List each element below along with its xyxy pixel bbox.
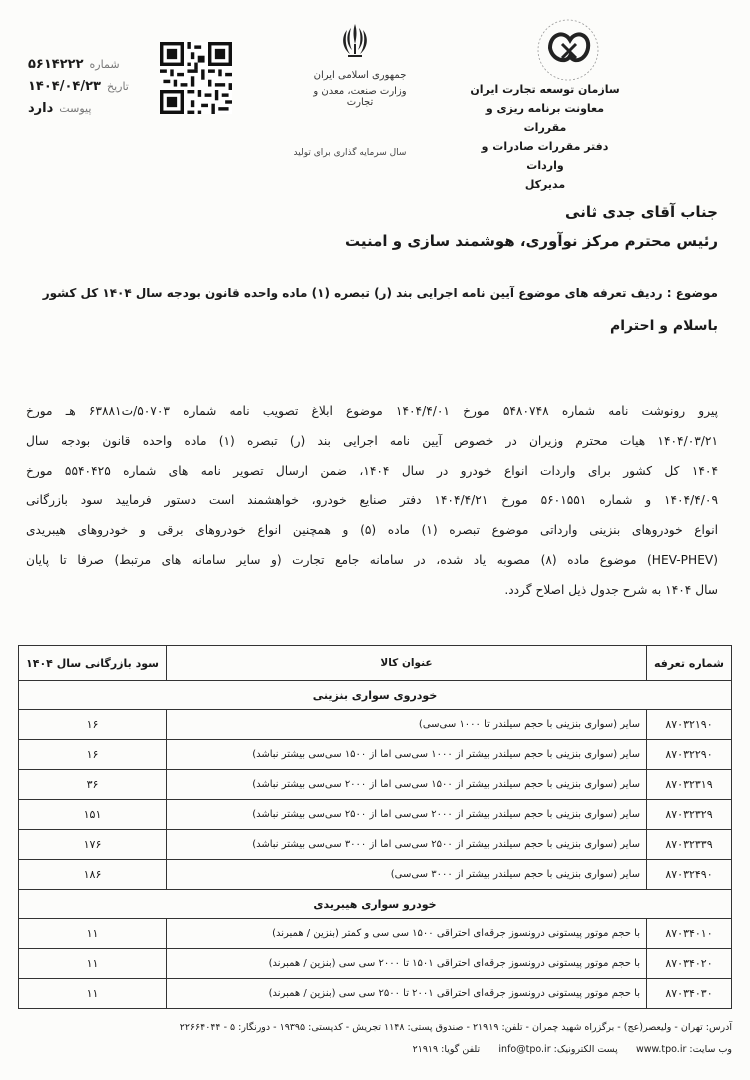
- commercial-profit: ۱۱: [19, 919, 167, 949]
- goods-title: سایر (سواری بنزینی با حجم سیلندر بیشتر از ۳۰۰۰ سی‌سی): [167, 860, 647, 890]
- greeting: باسلام و احترام: [610, 318, 718, 334]
- letter-date-label: تاریخ: [106, 80, 129, 93]
- addressee-name: جناب آقای جدی ثانی: [565, 203, 718, 221]
- office-name: دفتر مقررات صادرات و واردات: [481, 140, 609, 172]
- commercial-profit: ۱۷۶: [19, 830, 167, 860]
- tariff-code: ۸۷۰۳۲۱۹۰: [647, 710, 732, 740]
- table-row: [19, 800, 732, 830]
- letter-meta: [28, 54, 138, 120]
- letter-body: [26, 397, 718, 606]
- footer-contacts: [20, 1044, 732, 1055]
- commercial-profit: ۱۱: [19, 949, 167, 979]
- ministry-name: وزارت صنعت، معدن و تجارت: [313, 86, 407, 108]
- body-line: سال ۱۴۰۴ به شرح جدول ذیل اصلاح گردد.: [504, 582, 718, 597]
- goods-title: با حجم موتور پیستونی درونسوز جرقه‌ای احتراقی ۱۵۰۰ سی سی و کمتر (بنزین / همبرند): [167, 919, 647, 949]
- website-link[interactable]: www.tpo.ir: [635, 1044, 687, 1055]
- letter-number-label: شماره: [89, 58, 120, 71]
- column-header-profit: سود بازرگانی سال ۱۴۰۴: [19, 646, 167, 681]
- goods-title: سایر (سواری بنزینی با حجم سیلندر بیشتر از ۲۰۰۰ سی‌سی اما از ۲۵۰۰ سی‌سی بیشتر نباشد): [167, 800, 647, 830]
- letter-subject: موضوع : ردیف تعرفه های موضوع آیین نامه اجرایی بند (ر) تبصره (۱) ماده واحده قانون بودجه سال ۱۴۰۴ کل کشور: [42, 286, 718, 300]
- tariff-code: ۸۷۰۳۲۲۹۰: [647, 740, 732, 770]
- table-row: [19, 949, 732, 979]
- tariff-code: ۸۷۰۳۲۴۹۰: [647, 860, 732, 890]
- table-row: [19, 979, 732, 1009]
- qr-code-icon: [160, 42, 232, 114]
- table-row: [19, 710, 732, 740]
- body-line: انواع خودروهای بنزینی وارداتی موضوع تبصره (۱) ماده (۵) و همچنین انواع خودروهای برقی و خودروهای هیبریدی: [26, 523, 718, 538]
- email-link[interactable]: info@tpo.ir: [498, 1044, 551, 1055]
- body-line: ۱۴۰۴/۰۳/۲۱ هیات محترم وزیران در خصوص آیین نامه اجرایی بند (ر) تبصره (۱) ماده واحده قانون بودجه سال: [26, 433, 718, 448]
- tariff-code: ۸۷۰۳۲۳۱۹: [647, 770, 732, 800]
- column-header-title: عنوان کالا: [167, 646, 647, 681]
- letter-number: ۵۶۱۴۲۲۲: [28, 57, 84, 72]
- organization-block: [470, 80, 620, 194]
- goods-title: با حجم موتور پیستونی درونسوز جرقه‌ای احتراقی ۱۵۰۱ تا ۲۰۰۰ سی سی (بنزین / همبرند): [167, 949, 647, 979]
- tariff-code: ۸۷۰۳۴۰۳۰: [647, 979, 732, 1009]
- year-slogan: سال سرمایه گذاری برای تولید: [293, 148, 407, 158]
- attachment-value: دارد: [28, 101, 54, 116]
- table-row: [19, 770, 732, 800]
- website-label: وب سایت:: [689, 1044, 732, 1055]
- letter-date: ۱۴۰۴/۰۴/۲۳: [28, 79, 101, 94]
- commercial-profit: ۳۶: [19, 770, 167, 800]
- letter-number-row: [28, 54, 138, 76]
- commercial-profit: ۱۵۱: [19, 800, 167, 830]
- commercial-profit: ۱۸۶: [19, 860, 167, 890]
- goods-title: سایر (سواری بنزینی با حجم سیلندر بیشتر از ۱۰۰۰ سی‌سی اما از ۱۵۰۰ سی‌سی بیشتر نباشد): [167, 740, 647, 770]
- government-name: جمهوری اسلامی ایران: [313, 70, 407, 81]
- table-row: [19, 919, 732, 949]
- email-label: پست الکترونیک:: [553, 1044, 618, 1055]
- goods-title: سایر (سواری بنزینی با حجم سیلندر بیشتر از ۱۵۰۰ سی‌سی اما از ۲۰۰۰ سی‌سی بیشتر نباشد): [167, 770, 647, 800]
- body-line: ۱۴۰۴ کل کشور برای واردات انواع خودرو در سال ۱۴۰۴، ضمن ارسال تصویر نامه های شماره ۵۵۴۰۴۲۵ مورخ: [26, 463, 719, 478]
- body-line: ۱۴۰۴/۴/۰۹ و شماره ۵۶۰۱۵۵۱ مورخ ۱۴۰۴/۴/۲۱ دفتر صنایع خودرو، خواهشمند است دستور فرمایید سود بازرگانی: [26, 493, 718, 508]
- body-line: (HEV-PHEV) موضوع ماده (۸) مصوبه یاد شده، در سامانه جامع تجارت (و سایر سامانه های مرتبط) صرفا تا پایان: [26, 552, 718, 567]
- section-title: خودروی سواری بنزینی: [19, 681, 732, 710]
- table-header-row: [19, 646, 732, 681]
- footer-address: آدرس: تهران - ولیعصر(عج) - برگزراه شهید چمران - تلفن: ۲۱۹۱۹ - صندوق پستی: ۱۱۴۸ تجریش - کدپستی: ۱۹۳۹۵ - دورنگار: ۵ - ۲۲۶۶۴۰۴۴: [179, 1022, 732, 1033]
- tariff-code: ۸۷۰۳۴۰۲۰: [647, 949, 732, 979]
- tariff-code: ۸۷۰۳۲۳۲۹: [647, 800, 732, 830]
- letter-date-row: [28, 76, 138, 98]
- commercial-profit: ۱۶: [19, 740, 167, 770]
- tariff-code: ۸۷۰۳۲۳۳۹: [647, 830, 732, 860]
- director-general: مدیرکل: [524, 178, 566, 191]
- goods-title: سایر (سواری بنزینی با حجم سیلندر تا ۱۰۰۰ سی‌سی): [167, 710, 647, 740]
- table-row: [19, 740, 732, 770]
- table-row: [19, 830, 732, 860]
- goods-title: سایر (سواری بنزینی با حجم سیلندر بیشتر از ۲۵۰۰ سی‌سی اما از ۳۰۰۰ سی‌سی بیشتر نباشد): [167, 830, 647, 860]
- phone-label: تلفن گویا:: [441, 1044, 481, 1055]
- addressee-title: رئیس محترم مرکز نوآوری، هوشمند سازی و امنیت: [345, 232, 718, 250]
- section-row-hybrid: [19, 890, 732, 919]
- deputy-name: معاونت برنامه ریزی و مقررات: [485, 102, 605, 134]
- body-line: پیرو رونوشت نامه شماره ۵۴۸۰۷۴۸ مورخ ۱۴۰۴/۴/۰۱ موضوع ابلاغ تصویب نامه شماره ۵۰۷۰۳/ت۶۳۸۸۱ هـ مورخ: [26, 404, 718, 418]
- commercial-profit: ۱۱: [19, 979, 167, 1009]
- tariff-code: ۸۷۰۳۴۰۱۰: [647, 919, 732, 949]
- table-row: [19, 860, 732, 890]
- phone-number: ۲۱۹۱۹: [412, 1044, 439, 1055]
- section-title: خودرو سواری هیبریدی: [19, 890, 732, 919]
- organization-name: سازمان توسعه تجارت ایران: [470, 83, 620, 96]
- goods-title: با حجم موتور پیستونی درونسوز جرقه‌ای احتراقی ۲۰۰۱ تا ۲۵۰۰ سی سی (بنزین / همبرند): [167, 979, 647, 1009]
- column-header-code: شماره تعرفه: [647, 646, 732, 681]
- iran-emblem-icon: [340, 22, 370, 60]
- attachment-label: پیوست: [59, 102, 92, 115]
- attachment-row: [28, 98, 138, 120]
- tariff-table: [18, 645, 732, 1009]
- commercial-profit: ۱۶: [19, 710, 167, 740]
- section-row-gasoline: [19, 681, 732, 710]
